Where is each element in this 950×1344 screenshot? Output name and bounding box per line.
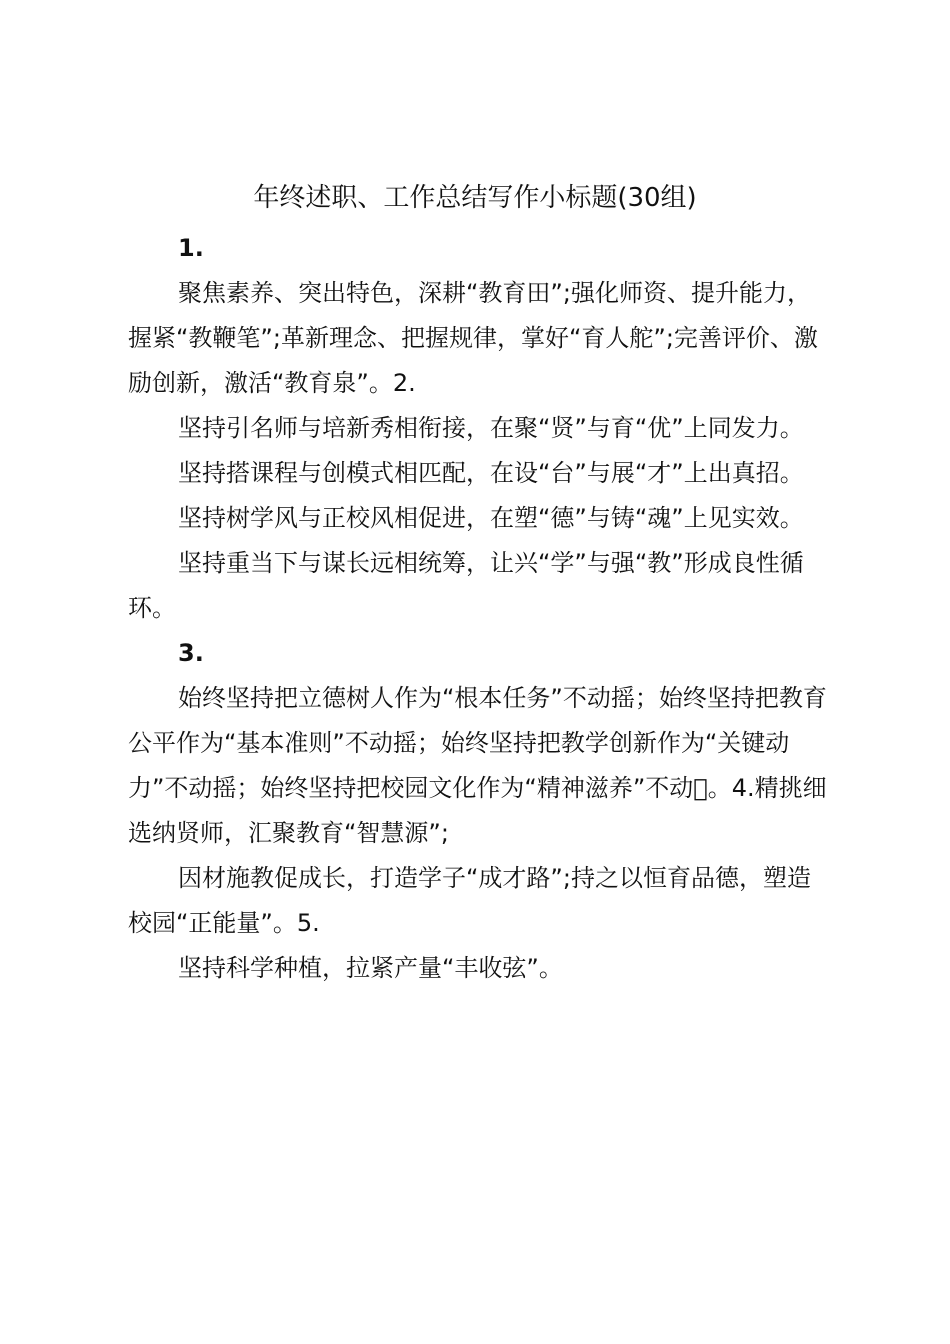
document-body <box>128 226 832 991</box>
paragraph: 坚持重当下与谋长远相统筹，让兴“学”与强“教”形成良性循环。 <box>128 549 804 622</box>
document-title: 年终述职、工作总结写作小标题(30组) <box>253 183 697 213</box>
paragraph: 坚持科学种植，拉紧产量“丰收弦”。 <box>178 954 563 982</box>
section-heading: 1. <box>178 234 204 262</box>
paragraph: 坚持树学风与正校风相促进，在塑“德”与铸“魂”上见实效。 <box>178 504 804 532</box>
paragraph: 聚焦素养、突出特色，深耕“教育田”;强化师资、提升能力，握紧“教鞭笔”;革新理念、把握规律，掌好“育人舵”;完善评价、激励创新，激活“教育泉”。2. <box>128 279 818 397</box>
section-heading: 3. <box>178 639 204 667</box>
paragraph: 坚持搭课程与创模式相匹配，在设“台”与展“才”上出真招。 <box>178 459 804 487</box>
paragraph: 坚持引名师与培新秀相衔接，在聚“贤”与育“优”上同发力。 <box>178 414 804 442</box>
paragraph: 因材施教促成长，打造学子“成才路”;持之以恒育品德，塑造校园“正能量”。5. <box>128 864 811 937</box>
paragraph: 始终坚持把立德树人作为“根本任务”不动摇；始终坚持把教育公平作为“基本准则”不动摇；始终坚持把教学创新作为“关键动力”不动摇；始终坚持把校园文化作为“精神滋养”不动 。4.精挑细选纳贤师，汇聚教育“智慧源”; <box>128 684 827 847</box>
